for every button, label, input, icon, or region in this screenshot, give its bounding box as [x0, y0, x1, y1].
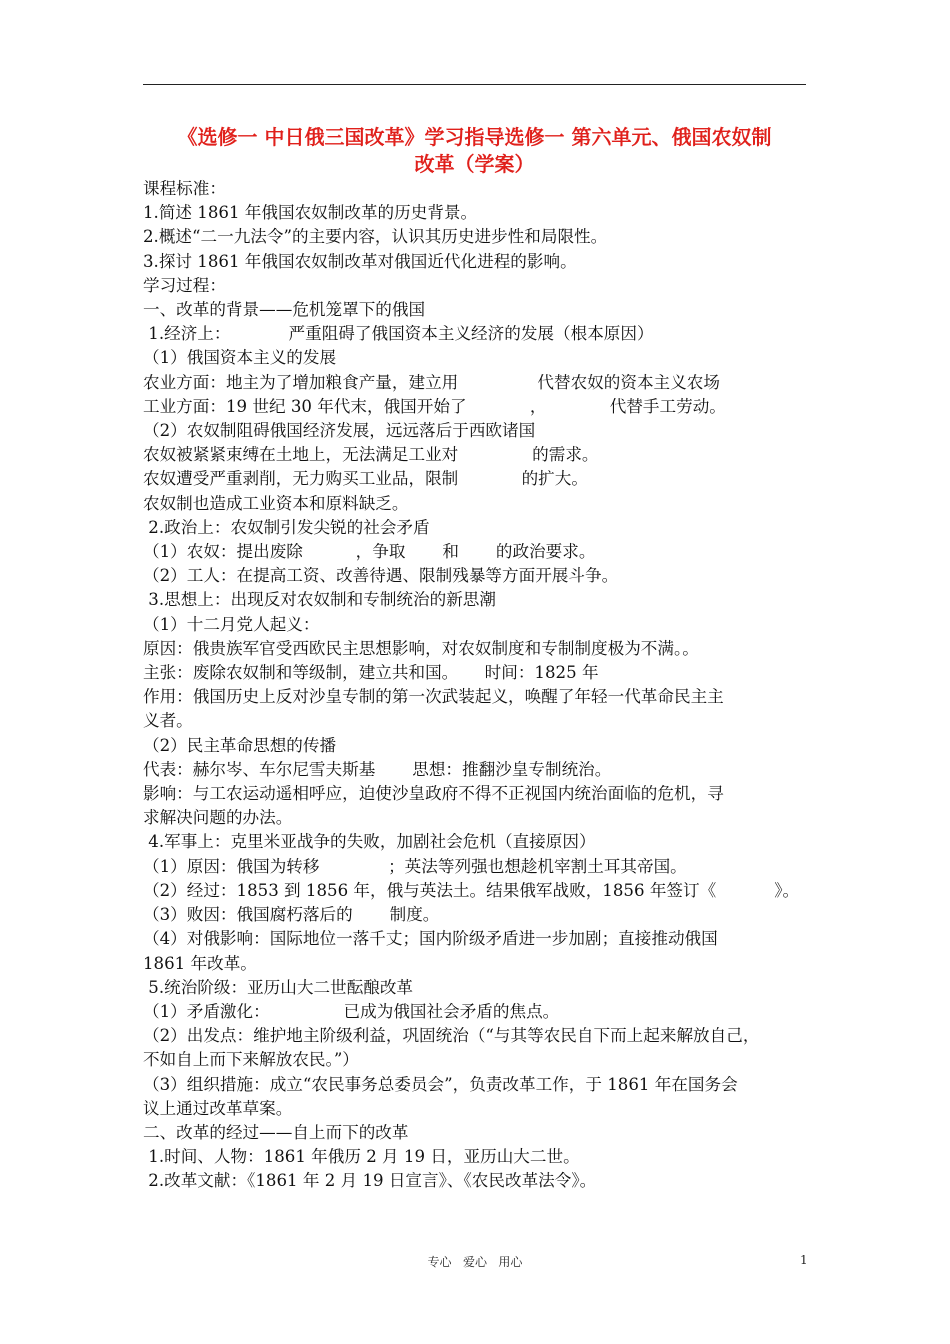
text-line: （2）经过：1853 到 1856 年，俄与英法土。结果俄军战败，1856 年签订《 》。 — [143, 880, 800, 900]
text-line: 1861 年改革。 — [143, 953, 257, 973]
text-line: 义者。 — [143, 711, 193, 731]
title-line-2: 改革（学案） — [414, 152, 535, 176]
text-line: 学习过程： — [143, 275, 226, 295]
text-line: 二、改革的经过——自上而下的改革 — [143, 1122, 409, 1142]
text-line: 3.探讨 1861 年俄国农奴制改革对俄国近代化进程的影响。 — [143, 251, 577, 271]
text-line: 农奴被紧紧束缚在土地上，无法满足工业对 的需求。 — [143, 445, 599, 465]
text-line: （4）对俄影响：国际地位一落千丈；国内阶级矛盾进一步加剧；直接推动俄国 — [143, 929, 718, 949]
text-line: 农业方面：地主为了增加粮食产量，建立用 代替农奴的资本主义农场 — [143, 372, 720, 392]
text-line: 议上通过改革草案。 — [143, 1098, 293, 1118]
text-line: 2.概述“二一九法令”的主要内容，认识其历史进步性和局限性。 — [143, 227, 608, 247]
text-line: 农奴制也造成工业资本和原料缺乏。 — [143, 493, 409, 513]
text-line: 1.时间、人物：1861 年俄历 2 月 19 日，亚历山大二世。 — [143, 1147, 580, 1167]
text-line: 1.简述 1861 年俄国农奴制改革的历史背景。 — [143, 203, 478, 223]
text-line: （1）十二月党人起义： — [143, 614, 320, 634]
footer-motto: 专心 爱心 用心 — [427, 1255, 523, 1269]
text-line: 工业方面：19 世纪 30 年代末，俄国开始了 ， 代替手工劳动。 — [143, 396, 726, 416]
header-rule — [143, 84, 806, 85]
text-line: 主张：废除农奴制和等级制，建立共和国。 时间：1825 年 — [143, 663, 599, 683]
text-line: 3.思想上：出现反对农奴制和专制统治的新思潮 — [143, 590, 496, 610]
text-line: 影响：与工农运动遥相呼应，迫使沙皇政府不得不正视国内统治面临的危机，寻 — [143, 784, 724, 804]
text-line: （1）原因：俄国为转移 ；英法等列强也想趁机宰割土耳其帝国。 — [143, 856, 687, 876]
page-number: 1 — [800, 1253, 808, 1267]
text-line: （2）农奴制阻碍俄国经济发展，远远落后于西欧诸国 — [143, 421, 536, 441]
text-line: 一、改革的背景——危机笼罩下的俄国 — [143, 300, 426, 320]
text-line: 1.经济上： 严重阻碍了俄国资本主义经济的发展（根本原因） — [143, 324, 654, 344]
text-line: 求解决问题的办法。 — [143, 808, 293, 828]
text-line: 2.政治上：农奴制引发尖锐的社会矛盾 — [143, 517, 430, 537]
text-line: 5.统治阶级：亚历山大二世酝酿改革 — [143, 977, 414, 997]
text-line: 代表：赫尔岑、车尔尼雪夫斯基 思想：推翻沙皇专制统治。 — [143, 759, 612, 779]
text-line: （2）民主革命思想的传播 — [143, 735, 337, 755]
text-line: 2.改革文献：《1861 年 2 月 19 日宣言》、《农民改革法令》。 — [143, 1171, 597, 1191]
text-line: 农奴遭受严重剥削，无力购买工业品，限制 的扩大。 — [143, 469, 588, 489]
text-line: （1）农奴：提出废除 ，争取 和 的政治要求。 — [143, 542, 596, 562]
text-line: 课程标准： — [143, 179, 226, 198]
document-body — [143, 177, 809, 1194]
document-title — [143, 124, 806, 178]
title-line-1: 《选修一 中日俄三国改革》学习指导选修一 第六单元、俄国农奴制 — [177, 125, 772, 149]
text-line: （1）矛盾激化： 已成为俄国社会矛盾的焦点。 — [143, 1001, 560, 1021]
text-line: （1）俄国资本主义的发展 — [143, 348, 337, 368]
text-line: 4.军事上：克里米亚战争的失败，加剧社会危机（直接原因） — [143, 832, 596, 852]
text-line: （3）组织措施：成立“农民事务总委员会”，负责改革工作，于 1861 年在国务会 — [143, 1074, 738, 1094]
text-line: （3）败因：俄国腐朽落后的 制度。 — [143, 905, 440, 925]
text-line: 原因：俄贵族军官受西欧民主思想影响，对农奴制度和专制制度极为不满。。 — [143, 638, 699, 658]
text-line: 作用：俄国历史上反对沙皇专制的第一次武装起义，唤醒了年轻一代革命民主主 — [143, 687, 724, 707]
text-line: 不如自上而下来解放农民。”） — [143, 1050, 359, 1070]
text-line: （2）工人：在提高工资、改善待遇、限制残暴等方面开展斗争。 — [143, 566, 619, 586]
text-line: （2）出发点：维护地主阶级利益，巩固统治（“与其等农民自下而上起来解放自己， — [143, 1026, 760, 1046]
